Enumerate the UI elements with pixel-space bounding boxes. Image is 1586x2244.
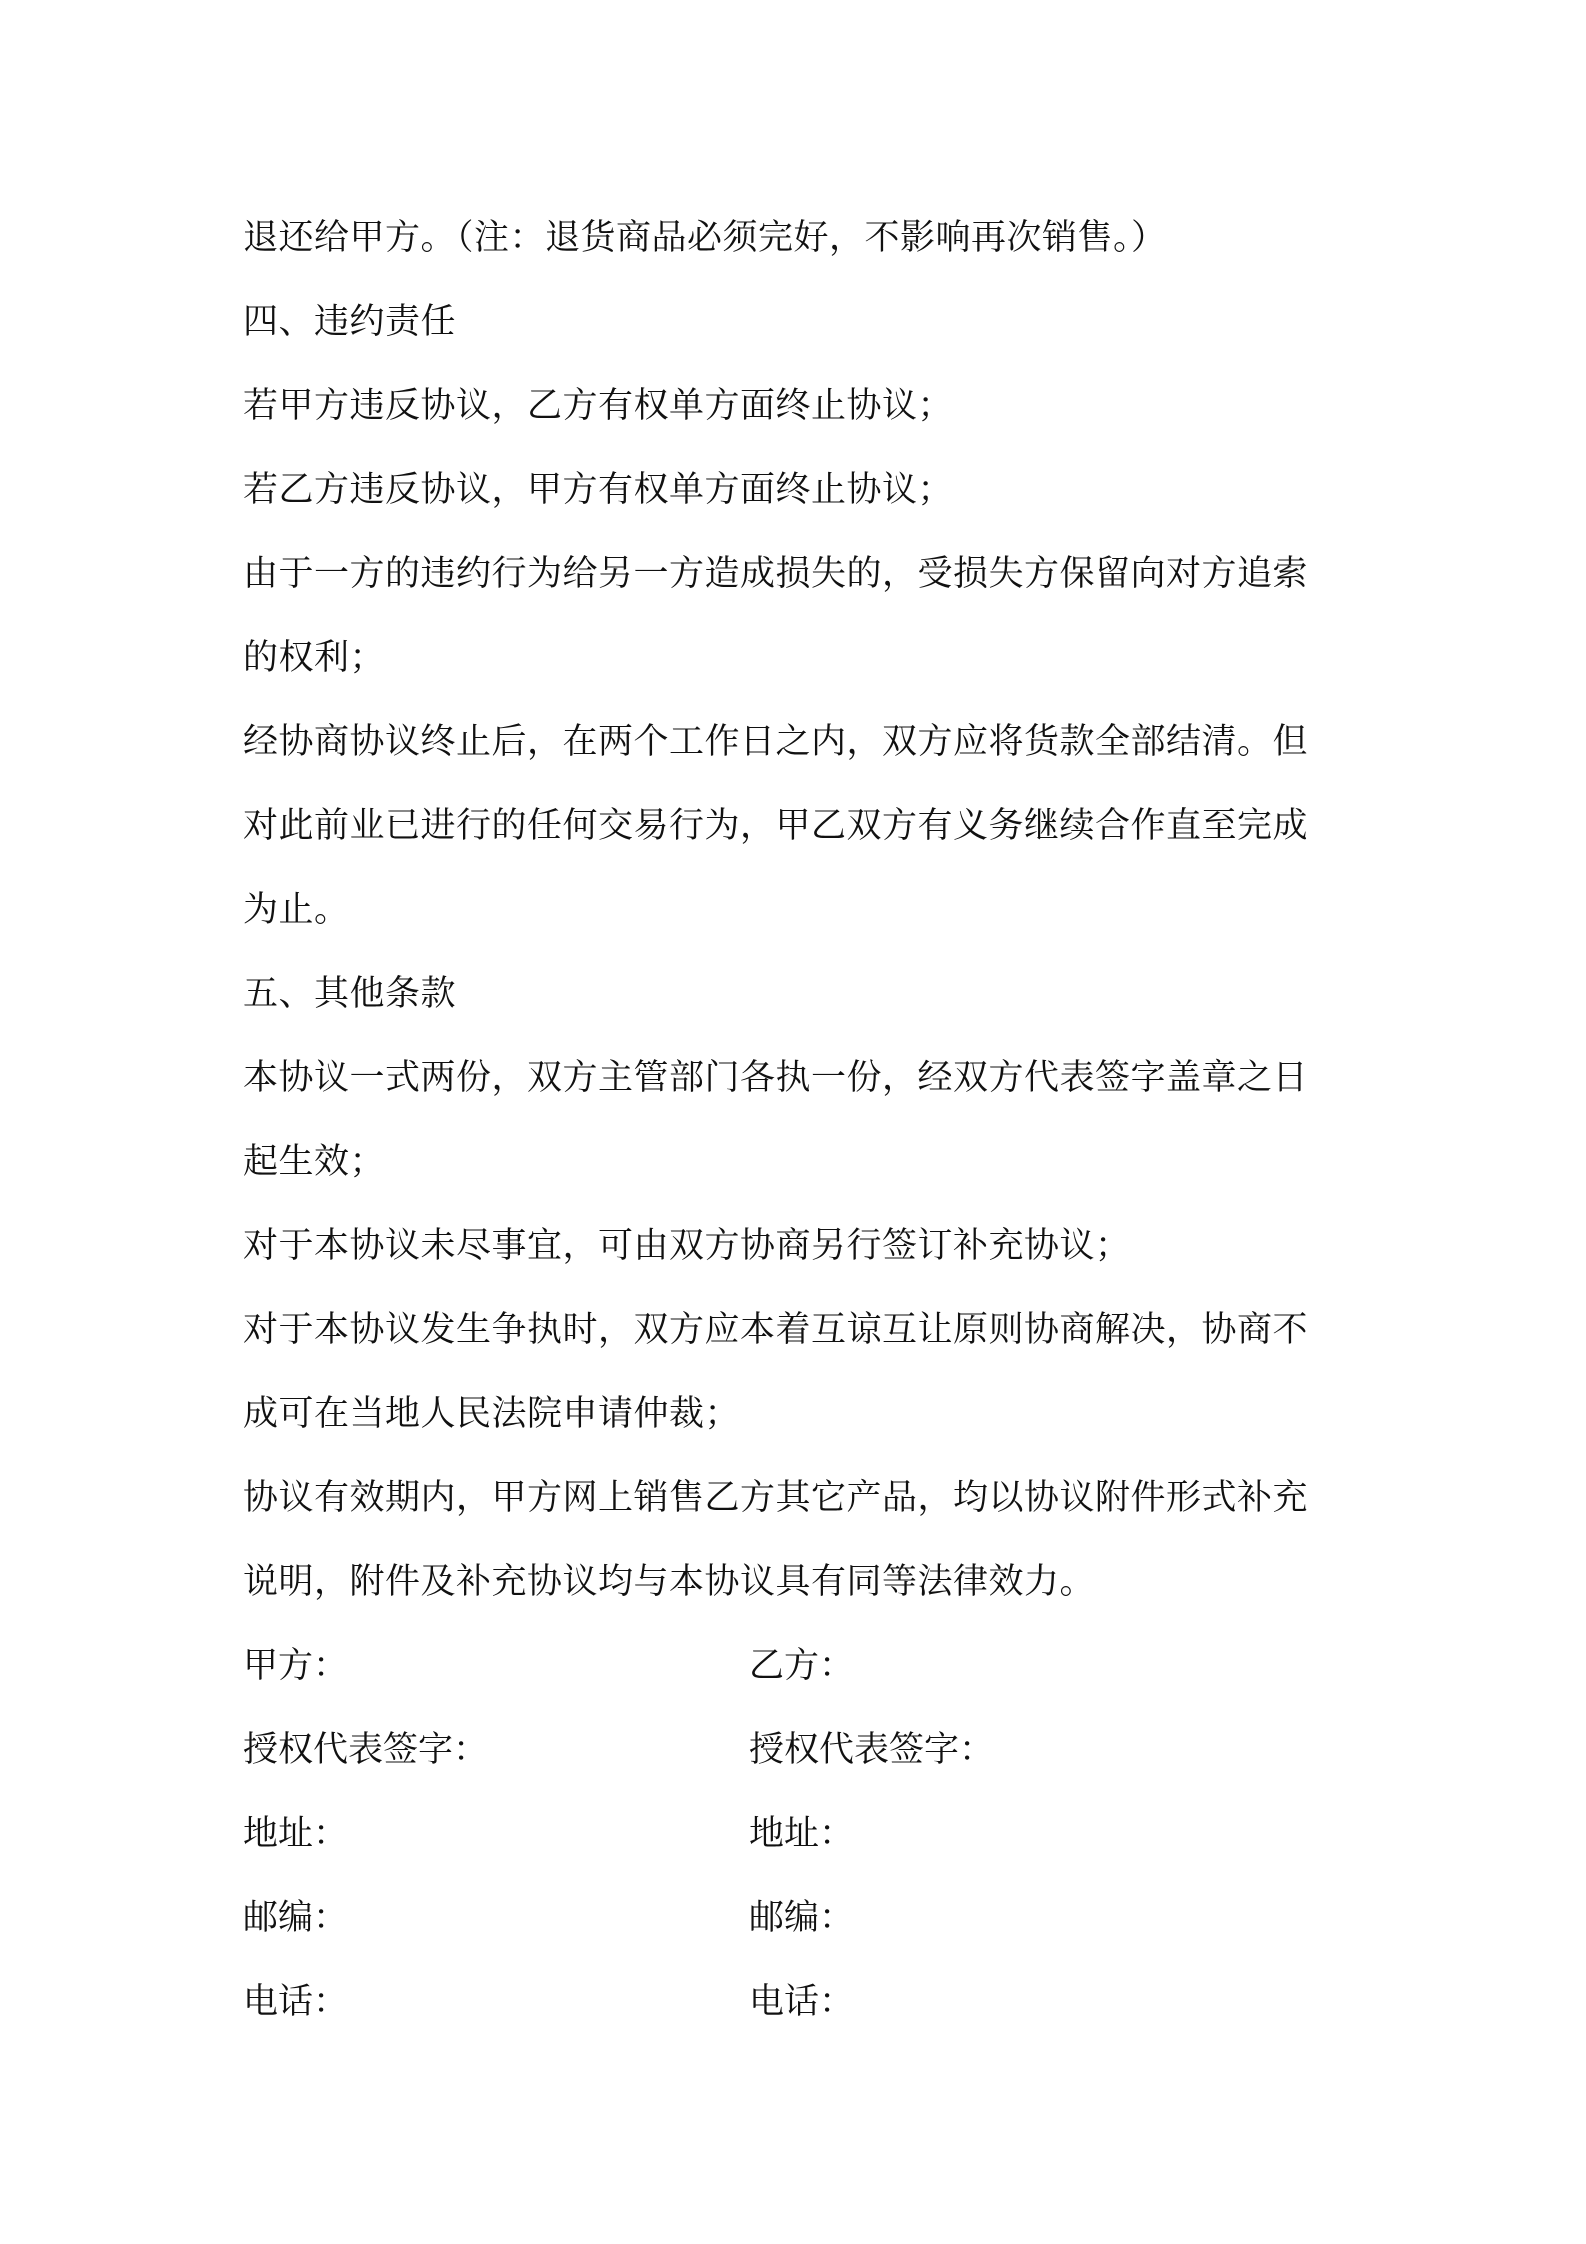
party-b-rep-label: 授权代表签字： [749,1730,995,1770]
document-body [243,196,1353,2044]
text-line: 协议有效期内，甲方网上销售乙方其它产品，均以协议附件形式补充 [243,1478,1309,1518]
text-line: 的权利； [243,638,386,678]
text-line: 本协议一式两份，双方主管部门各执一份，经双方代表签字盖章之日 [243,1058,1309,1098]
signature-row-rep [243,1708,1353,1792]
text-line: 对此前业已进行的任何交易行为，甲乙双方有义务继续合作直至完成 [243,806,1309,846]
party-a-postcode-label: 邮编： [243,1898,349,1938]
signature-row-postcode [243,1876,1353,1960]
section-heading-breach: 四、违约责任 [243,302,457,342]
signature-row-party [243,1624,1353,1708]
signature-row-phone [243,1960,1353,2044]
section-heading-other-terms: 五、其他条款 [243,974,457,1014]
text-line: 成可在当地人民法院申请仲裁； [243,1394,741,1434]
text-line: 起生效； [243,1142,386,1182]
text-line: 对于本协议发生争执时，双方应本着互谅互让原则协商解决，协商不 [243,1310,1309,1350]
text-line: 若甲方违反协议，乙方有权单方面终止协议； [243,386,954,426]
party-b-label: 乙方： [749,1646,855,1686]
signature-row-address [243,1792,1353,1876]
party-a-label: 甲方： [243,1646,349,1686]
party-b-phone-label: 电话： [749,1982,855,2022]
text-line: 若乙方违反协议，甲方有权单方面终止协议； [243,470,954,510]
text-line: 说明，附件及补充协议均与本协议具有同等法律效力。 [243,1562,1096,1602]
party-b-postcode-label: 邮编： [749,1898,855,1938]
text-line: 由于一方的违约行为给另一方造成损失的，受损失方保留向对方追索 [243,554,1309,594]
text-line: 退还给甲方。（注：退货商品必须完好，不影响再次销售。） [243,218,1167,258]
party-b-address-label: 地址： [749,1814,855,1854]
text-line: 为止。 [243,890,350,930]
text-line: 对于本协议未尽事宜，可由双方协商另行签订补充协议； [243,1226,1131,1266]
party-a-address-label: 地址： [243,1814,349,1854]
text-line: 经协商协议终止后，在两个工作日之内，双方应将货款全部结清。但 [243,722,1309,762]
party-a-phone-label: 电话： [243,1982,349,2022]
party-a-rep-label: 授权代表签字： [243,1730,489,1770]
